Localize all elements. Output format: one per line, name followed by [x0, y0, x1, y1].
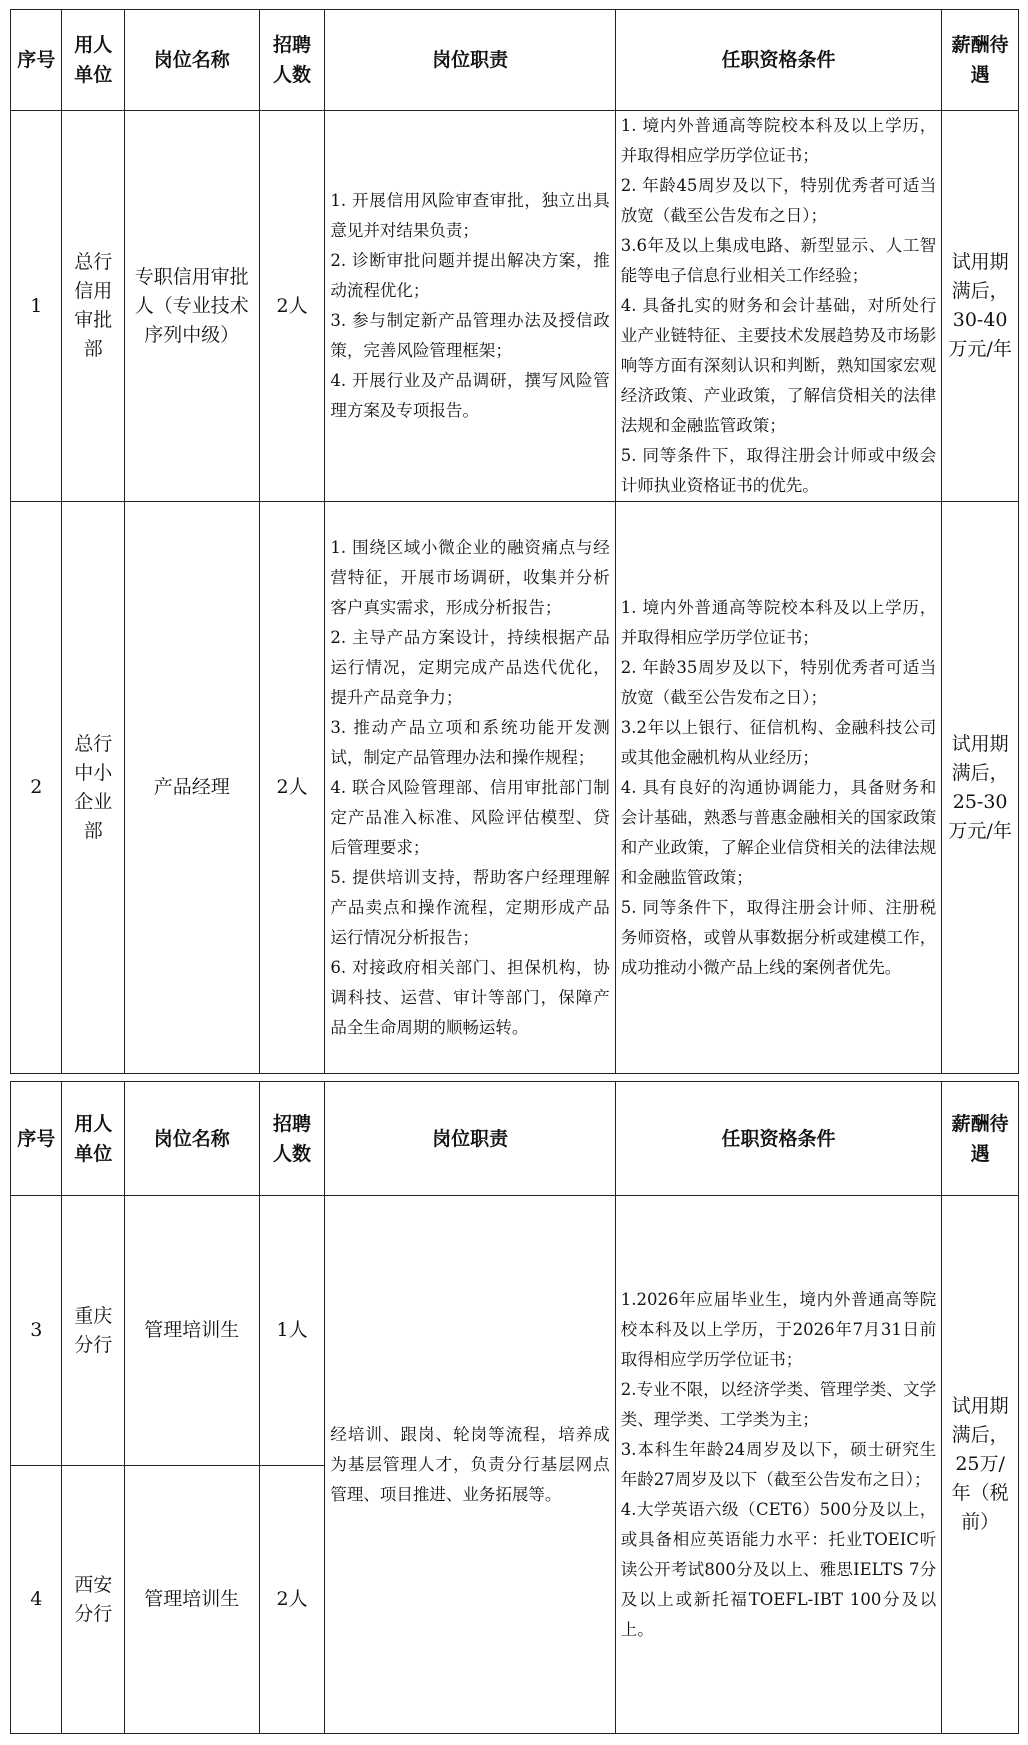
table-row	[11, 502, 1019, 1074]
row-position: 专职信用审批人（专业技术序列中级）	[124, 111, 259, 502]
row-seq: 2	[11, 502, 62, 1074]
header-salary: 薪酬待遇	[942, 1082, 1019, 1196]
row-unit: 重庆分行	[62, 1196, 124, 1466]
row-position: 管理培训生	[124, 1196, 259, 1466]
header-count: 招聘人数	[259, 1082, 325, 1196]
duty-item: 1. 围绕区域小微企业的融资痛点与经营特征，开展市场调研，收集并分析客户真实需求，形成分析报告；	[330, 537, 610, 617]
header-unit: 用人单位	[62, 1082, 124, 1196]
table-header-row	[11, 10, 1019, 111]
duty-item: 2. 主导产品方案设计，持续根据产品运行情况，定期完成产品迭代优化，提升产品竞争力；	[330, 627, 610, 707]
qualification-item: 3.本科生年龄24周岁及以下，硕士研究生年龄27周岁及以下（截至公告发布之日）；	[620, 1439, 937, 1489]
row-count: 2人	[259, 111, 325, 502]
job-table-part-2	[10, 1081, 1019, 1734]
qualification-item: 2. 年龄35周岁及以下，特别优秀者可适当放宽（截至公告发布之日）；	[620, 657, 937, 707]
qualification-item: 4.大学英语六级（CET6）500分及以上，或具备相应英语能力水平：托业TOEIC听读公开考试800分及以上、雅思IELTS 7分及以上或新托福TOEFL-IBT 100分及以上。	[620, 1499, 937, 1639]
duty-item: 6. 对接政府相关部门、担保机构，协调科技、运营、审计等部门，保障产品全生命周期的顺畅运转。	[330, 957, 610, 1037]
header-count: 招聘人数	[259, 10, 325, 111]
duty-item: 3. 参与制定新产品管理办法及授信政策，完善风险管理框架；	[330, 311, 610, 360]
qualification-item: 3.6年及以上集成电路、新型显示、人工智能等电子信息行业相关工作经验；	[620, 236, 937, 285]
duty-item: 1. 开展信用风险审查审批，独立出具意见并对结果负责；	[330, 191, 610, 240]
row-duties	[325, 502, 615, 1074]
duty-item: 5. 提供培训支持，帮助客户经理理解产品卖点和操作流程，定期形成产品运行情况分析报告；	[330, 867, 610, 947]
row-salary: 试用期满后，25-30万元/年	[942, 502, 1019, 1074]
row-duties	[325, 111, 615, 502]
qualification-item: 1.2026年应届毕业生，境内外普通高等院校本科及以上学历，于2026年7月31日前取得相应学历学位证书；	[620, 1289, 937, 1369]
duty-item: 3. 推动产品立项和系统功能开发测试，制定产品管理办法和操作规程；	[330, 717, 610, 767]
header-qualifications: 任职资格条件	[615, 1082, 942, 1196]
qualification-item: 4. 具备扎实的财务和会计基础，对所处行业产业链特征、主要技术发展趋势及市场影响等方面有深刻认识和判断，熟知国家宏观经济政策、产业政策，了解信贷相关的法律法规和金融监管政策；	[620, 296, 937, 435]
row-count: 2人	[259, 502, 325, 1074]
row-duties	[325, 1196, 615, 1734]
header-position: 岗位名称	[124, 1082, 259, 1196]
duty-item: 4. 开展行业及产品调研，撰写风险管理方案及专项报告。	[330, 371, 610, 420]
qualification-item: 5. 同等条件下，取得注册会计师、注册税务师资格，或曾从事数据分析或建模工作，成功推动小微产品上线的案例者优先。	[620, 897, 937, 977]
qualification-item: 5. 同等条件下，取得注册会计师或中级会计师执业资格证书的优先。	[620, 446, 937, 495]
row-salary: 试用期满后，25万/年（税前）	[942, 1196, 1019, 1734]
job-table-part-1	[10, 9, 1019, 1074]
qualification-item: 4. 具有良好的沟通协调能力，具备财务和会计基础，熟悉与普惠金融相关的国家政策和产业政策，了解企业信贷相关的法律法规和金融监管政策；	[620, 777, 937, 887]
row-seq: 3	[11, 1196, 62, 1466]
header-position: 岗位名称	[124, 10, 259, 111]
header-seq: 序号	[11, 10, 62, 111]
row-seq: 4	[11, 1466, 62, 1734]
row-qualifications	[615, 502, 942, 1074]
qualification-item: 2. 年龄45周岁及以下，特别优秀者可适当放宽（截至公告发布之日）；	[620, 176, 937, 225]
row-qualifications	[615, 1196, 942, 1734]
row-unit: 总行信用审批部	[62, 111, 124, 502]
qualification-item: 2.专业不限，以经济学类、管理学类、文学类、理学类、工学类为主；	[620, 1379, 937, 1429]
table-row	[11, 1196, 1019, 1466]
row-unit: 总行中小企业部	[62, 502, 124, 1074]
header-seq: 序号	[11, 1082, 62, 1196]
header-salary: 薪酬待遇	[942, 10, 1019, 111]
table-row	[11, 111, 1019, 502]
row-count: 1人	[259, 1196, 325, 1466]
header-qualifications: 任职资格条件	[615, 10, 942, 111]
duty-item: 4. 联合风险管理部、信用审批部门制定产品准入标准、风险评估模型、贷后管理要求；	[330, 777, 610, 857]
header-duties: 岗位职责	[325, 10, 615, 111]
duty-item: 2. 诊断审批问题并提出解决方案，推动流程优化；	[330, 251, 610, 300]
row-salary: 试用期满后，30-40万元/年	[942, 111, 1019, 502]
row-unit: 西安分行	[62, 1466, 124, 1734]
row-seq: 1	[11, 111, 62, 502]
header-duties: 岗位职责	[325, 1082, 615, 1196]
row-position: 管理培训生	[124, 1466, 259, 1734]
qualification-item: 1. 境内外普通高等院校本科及以上学历，并取得相应学历学位证书；	[620, 597, 937, 647]
header-unit: 用人单位	[62, 10, 124, 111]
table-header-row	[11, 1082, 1019, 1196]
row-count: 2人	[259, 1466, 325, 1734]
duty-item: 经培训、跟岗、轮岗等流程，培养成为基层管理人才，负责分行基层网点管理、项目推进、业务拓展等。	[330, 1424, 610, 1504]
qualification-item: 1. 境内外普通高等院校本科及以上学历，并取得相应学历学位证书；	[620, 116, 937, 165]
row-position: 产品经理	[124, 502, 259, 1074]
row-qualifications	[615, 111, 942, 502]
qualification-item: 3.2年以上银行、征信机构、金融科技公司或其他金融机构从业经历；	[620, 717, 937, 767]
